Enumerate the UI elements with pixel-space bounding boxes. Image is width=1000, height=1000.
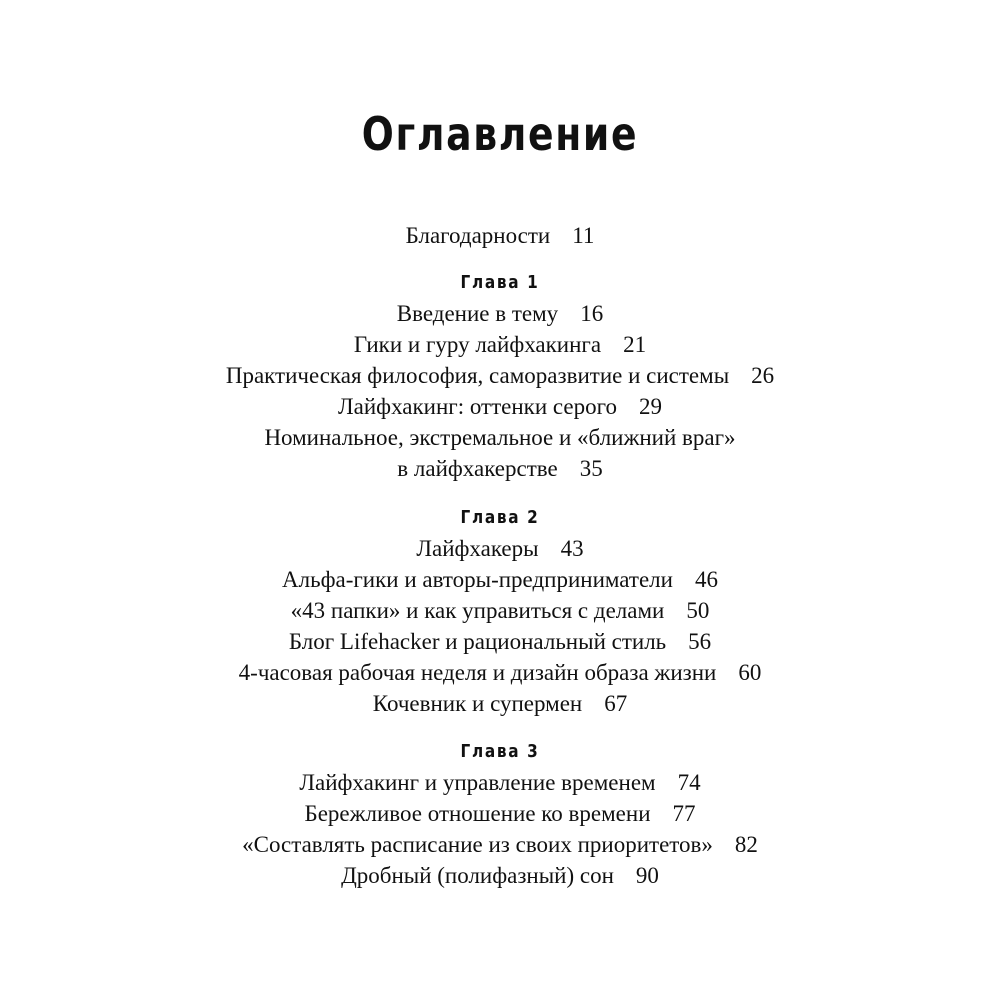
toc-entry-line-2[interactable]	[0, 454, 1000, 484]
toc-entry-page: 29	[638, 394, 662, 419]
toc-entry[interactable]	[0, 689, 1000, 719]
toc-entry-text: Номинальное, экстремальное и «ближний враг»	[264, 425, 736, 450]
toc-entry-page: 46	[694, 567, 718, 592]
chapter-heading-2	[75, 505, 925, 531]
toc-entry-text: 4-часовая рабочая неделя и дизайн образа жизни	[238, 660, 717, 685]
toc-entry-text: Кочевник и супермен	[372, 691, 583, 716]
toc-entry-text: Лайфхакинг: оттенки серого	[338, 394, 617, 419]
chapter-number: 2	[527, 507, 540, 528]
toc-entry-page: 82	[734, 832, 758, 857]
page-title: Оглавление	[361, 107, 639, 161]
toc-entry-text: Введение в тему	[396, 301, 559, 326]
toc-entry-page: 77	[672, 801, 696, 826]
toc-entry-page: 90	[635, 863, 659, 888]
toc-entry-text: Благодарности	[405, 223, 551, 248]
toc-entry[interactable]	[0, 596, 1000, 626]
toc-entry-text: Гики и гуру лайфхакинга	[353, 332, 602, 357]
toc-entry[interactable]	[0, 361, 1000, 391]
toc-entry-page: 74	[677, 770, 701, 795]
toc-entry-page: 56	[688, 629, 712, 654]
toc-entry-text: Практическая философия, саморазвитие и системы	[225, 363, 730, 388]
toc-entry[interactable]	[0, 768, 1000, 798]
toc-entry-page: 21	[623, 332, 647, 357]
toc-entry-page: 11	[572, 223, 595, 248]
toc-entry[interactable]	[0, 330, 1000, 360]
chapter-word: Глава	[460, 507, 521, 528]
toc-entry[interactable]	[0, 861, 1000, 891]
chapter-word: Глава	[460, 272, 521, 293]
toc-entry[interactable]	[0, 830, 1000, 860]
chapter-number: 3	[527, 741, 540, 762]
toc-entry-text: «Составлять расписание из своих приоритетов»	[242, 832, 713, 857]
toc-entry[interactable]	[0, 534, 1000, 564]
chapter-heading-3	[75, 739, 925, 765]
toc-entry-text: Альфа-гики и авторы-предприниматели	[282, 567, 673, 592]
toc-entry-text: Лайфхакеры	[416, 536, 539, 561]
chapter-heading-1	[75, 270, 925, 296]
toc-entry-text: Блог Lifehacker и рациональный стиль	[288, 629, 667, 654]
toc-entry-text: Бережливое отношение ко времени	[304, 801, 651, 826]
toc-entry-page: 50	[686, 598, 710, 623]
toc-entry-line-1[interactable]	[0, 423, 1000, 453]
toc-entry-text: Дробный (полифазный) сон	[341, 863, 614, 888]
toc-entry-page: 60	[738, 660, 762, 685]
toc-entry-page: 26	[751, 363, 775, 388]
toc-entry[interactable]	[0, 799, 1000, 829]
toc-entry-page: 35	[579, 456, 603, 481]
toc-entry-text: «43 папки» и как управиться с делами	[290, 598, 665, 623]
toc-entry-page: 43	[560, 536, 584, 561]
toc-entry[interactable]	[0, 392, 1000, 422]
chapter-number: 1	[527, 272, 540, 293]
toc-entry-page: 16	[580, 301, 604, 326]
toc-entry-acknowledgements[interactable]	[0, 221, 1000, 251]
toc-entry-text: в лайфхакерстве	[397, 456, 558, 481]
chapter-word: Глава	[460, 741, 521, 762]
toc-entry[interactable]	[0, 658, 1000, 688]
toc-entry-text: Лайфхакинг и управление временем	[299, 770, 656, 795]
toc-entry[interactable]	[0, 299, 1000, 329]
toc-entry[interactable]	[0, 565, 1000, 595]
toc-entry[interactable]	[0, 627, 1000, 657]
toc-entry-page: 67	[604, 691, 628, 716]
